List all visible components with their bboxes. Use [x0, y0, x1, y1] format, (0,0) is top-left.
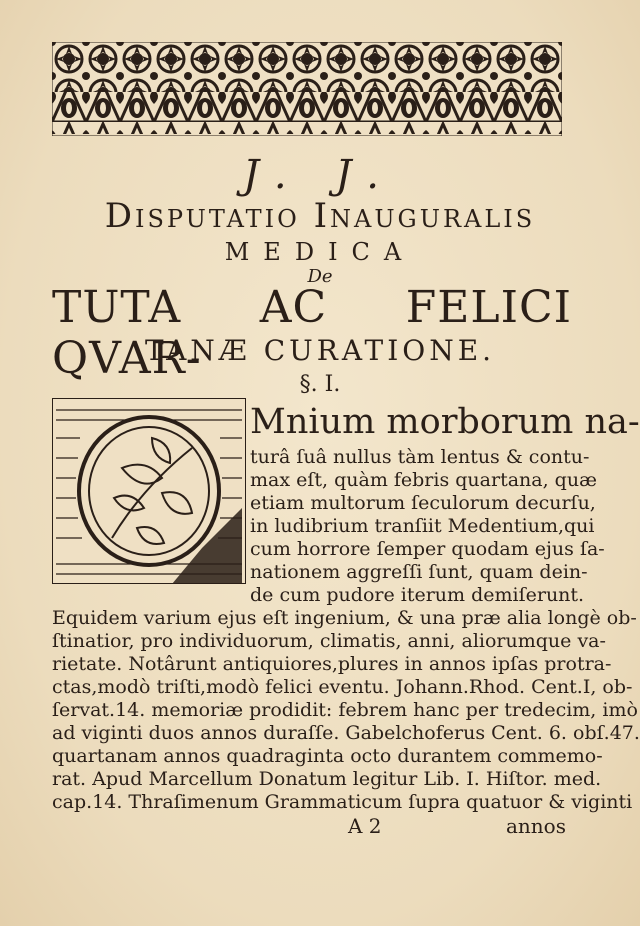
decorated-initial-woodcut — [52, 398, 246, 584]
body-line: ad viginti duos annos duraſſe. Gabelchoferus Cent. 6. obſ.47. — [52, 722, 640, 744]
body-line: in ludibrium tranſiit Medentium,qui — [250, 515, 595, 537]
body-line: Equidem varium ejus eſt ingenium, & una præ alia longè ob- — [52, 607, 637, 629]
ornamental-headpiece — [52, 42, 562, 136]
body-line: max eſt, quàm febris quartana, quæ — [250, 469, 597, 491]
title-line-2: MEDICA — [224, 238, 416, 266]
body-line: ctas,modò triſti,modò felici eventu. Johann.Rhod. Cent.I, ob- — [52, 676, 633, 698]
body-line: rat. Apud Marcellum Donatum legitur Lib. I. Hiſtor. med. — [52, 768, 602, 790]
section-mark: §. I. — [299, 372, 341, 397]
body-line: turâ ſuâ nullus tàm lentus & contu- — [250, 446, 590, 468]
body-line: rietate. Notârunt antiquiores,plures in annos ipſas protra- — [52, 653, 612, 675]
body-line: quartanam annos quadraginta octo durantem commemo- — [52, 745, 603, 767]
body-line: ſervat.14. memoriæ prodidit: febrem hanc per tredecim, imò — [52, 699, 638, 721]
title-line-4: TANÆ CURATIONE. — [144, 334, 496, 367]
body-line: nationem aggreſſi ſunt, quam dein- — [250, 561, 588, 583]
title-line-3: TUTA AC FELICI QVAR- — [52, 282, 572, 384]
body-line: cap.14. Thraſimenum Grammaticum ſupra quatuor & viginti — [52, 791, 633, 813]
body-line: de cum pudore iterum demiſerunt. — [250, 584, 585, 606]
body-line: ſtinatior, pro individuorum, climatis, anni, aliorumque va- — [52, 630, 606, 652]
catchword: annos — [506, 814, 566, 838]
ornamental-initials: J. J. — [242, 152, 397, 198]
signature-mark: A 2 — [348, 814, 382, 838]
body-line: cum horrore ſemper quodam ejus ſa- — [250, 538, 605, 560]
first-line-with-initial: Mnium morborum na- — [250, 402, 640, 442]
title-de: De — [307, 266, 333, 287]
title-line-1: Disputatio Inauguralis — [104, 196, 536, 236]
body-line: etiam multorum ſeculorum decurſu, — [250, 492, 596, 514]
